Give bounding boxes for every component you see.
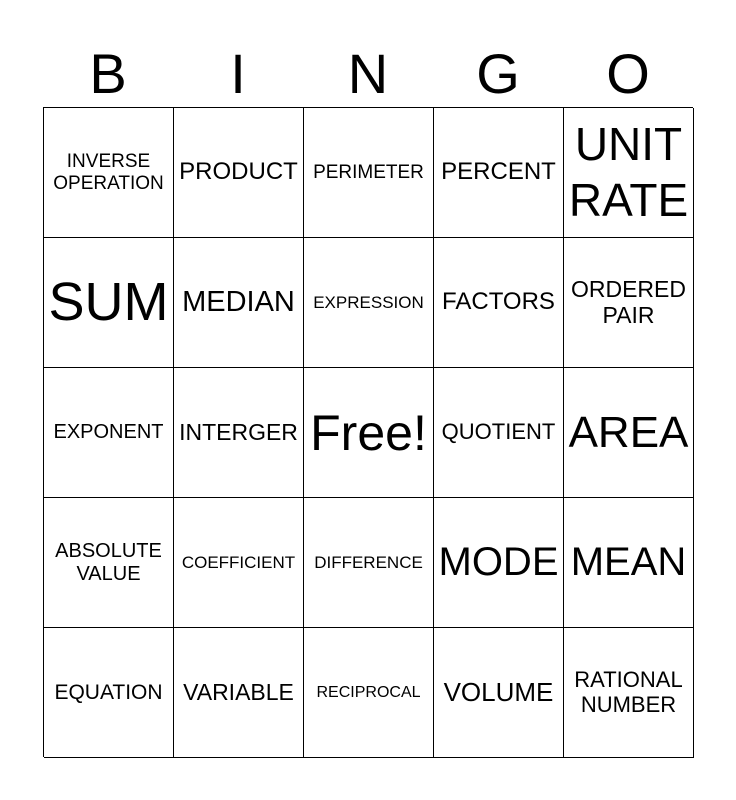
- cell-text: PERIMETER: [313, 161, 424, 183]
- bingo-cell[interactable]: [174, 368, 304, 498]
- cell-text: ORDERED PAIR: [570, 275, 686, 328]
- bingo-cell[interactable]: [174, 628, 304, 758]
- bingo-cell[interactable]: [564, 628, 694, 758]
- header-letter-o: O: [606, 42, 650, 105]
- bingo-cell[interactable]: [434, 368, 564, 498]
- cell-text: INTERGER: [179, 418, 298, 445]
- bingo-board: [43, 107, 693, 757]
- header-letter-i: I: [230, 42, 246, 105]
- bingo-header: [43, 40, 693, 108]
- cell-text: RATIONAL NUMBER: [574, 666, 683, 717]
- free-space-cell[interactable]: [304, 368, 434, 498]
- header-letter-b: B: [89, 42, 127, 105]
- cell-text: VOLUME: [443, 676, 554, 707]
- bingo-cell[interactable]: [304, 628, 434, 758]
- bingo-cell[interactable]: [564, 238, 694, 368]
- bingo-cell[interactable]: [174, 108, 304, 238]
- cell-text: INVERSE OPERATION: [53, 151, 164, 194]
- bingo-cell[interactable]: [564, 498, 694, 628]
- cell-text: SUM: [48, 272, 169, 333]
- cell-text: EXPONENT: [53, 421, 164, 444]
- cell-text: EXPRESSION: [313, 292, 424, 312]
- header-letter-n: N: [347, 42, 389, 105]
- bingo-cell[interactable]: [174, 498, 304, 628]
- bingo-cell[interactable]: [434, 628, 564, 758]
- cell-text: ABSOLUTE VALUE: [55, 540, 162, 585]
- bingo-cell[interactable]: [564, 108, 694, 238]
- bingo-cell[interactable]: [44, 108, 174, 238]
- bingo-cell[interactable]: [304, 498, 434, 628]
- bingo-cell[interactable]: [44, 628, 174, 758]
- cell-text: COEFFICIENT: [181, 552, 296, 572]
- cell-text: MEAN: [570, 540, 687, 585]
- cell-text: QUOTIENT: [441, 419, 556, 445]
- bingo-cell[interactable]: [434, 108, 564, 238]
- header-letter-g: G: [476, 42, 520, 105]
- bingo-cell[interactable]: [44, 498, 174, 628]
- cell-text: EQUATION: [54, 680, 163, 704]
- cell-text: PERCENT: [441, 158, 556, 186]
- cell-text: DIFFERENCE: [314, 552, 423, 572]
- bingo-cell[interactable]: [304, 108, 434, 238]
- cell-text: AREA: [568, 407, 689, 457]
- cell-text: UNIT RATE: [568, 118, 689, 226]
- cell-text: FACTORS: [442, 288, 555, 316]
- cell-text: PRODUCT: [179, 158, 298, 186]
- bingo-cell[interactable]: [564, 368, 694, 498]
- cell-text: VARIABLE: [183, 678, 294, 705]
- cell-text: MODE: [438, 540, 559, 585]
- bingo-cell[interactable]: [44, 368, 174, 498]
- bingo-cell[interactable]: [434, 238, 564, 368]
- bingo-cell[interactable]: [434, 498, 564, 628]
- bingo-cell[interactable]: [44, 238, 174, 368]
- cell-text: MEDIAN: [182, 286, 295, 319]
- bingo-cell[interactable]: [304, 238, 434, 368]
- free-space-text: Free!: [310, 404, 427, 461]
- bingo-cell[interactable]: [174, 238, 304, 368]
- cell-text: RECIPROCAL: [316, 683, 421, 701]
